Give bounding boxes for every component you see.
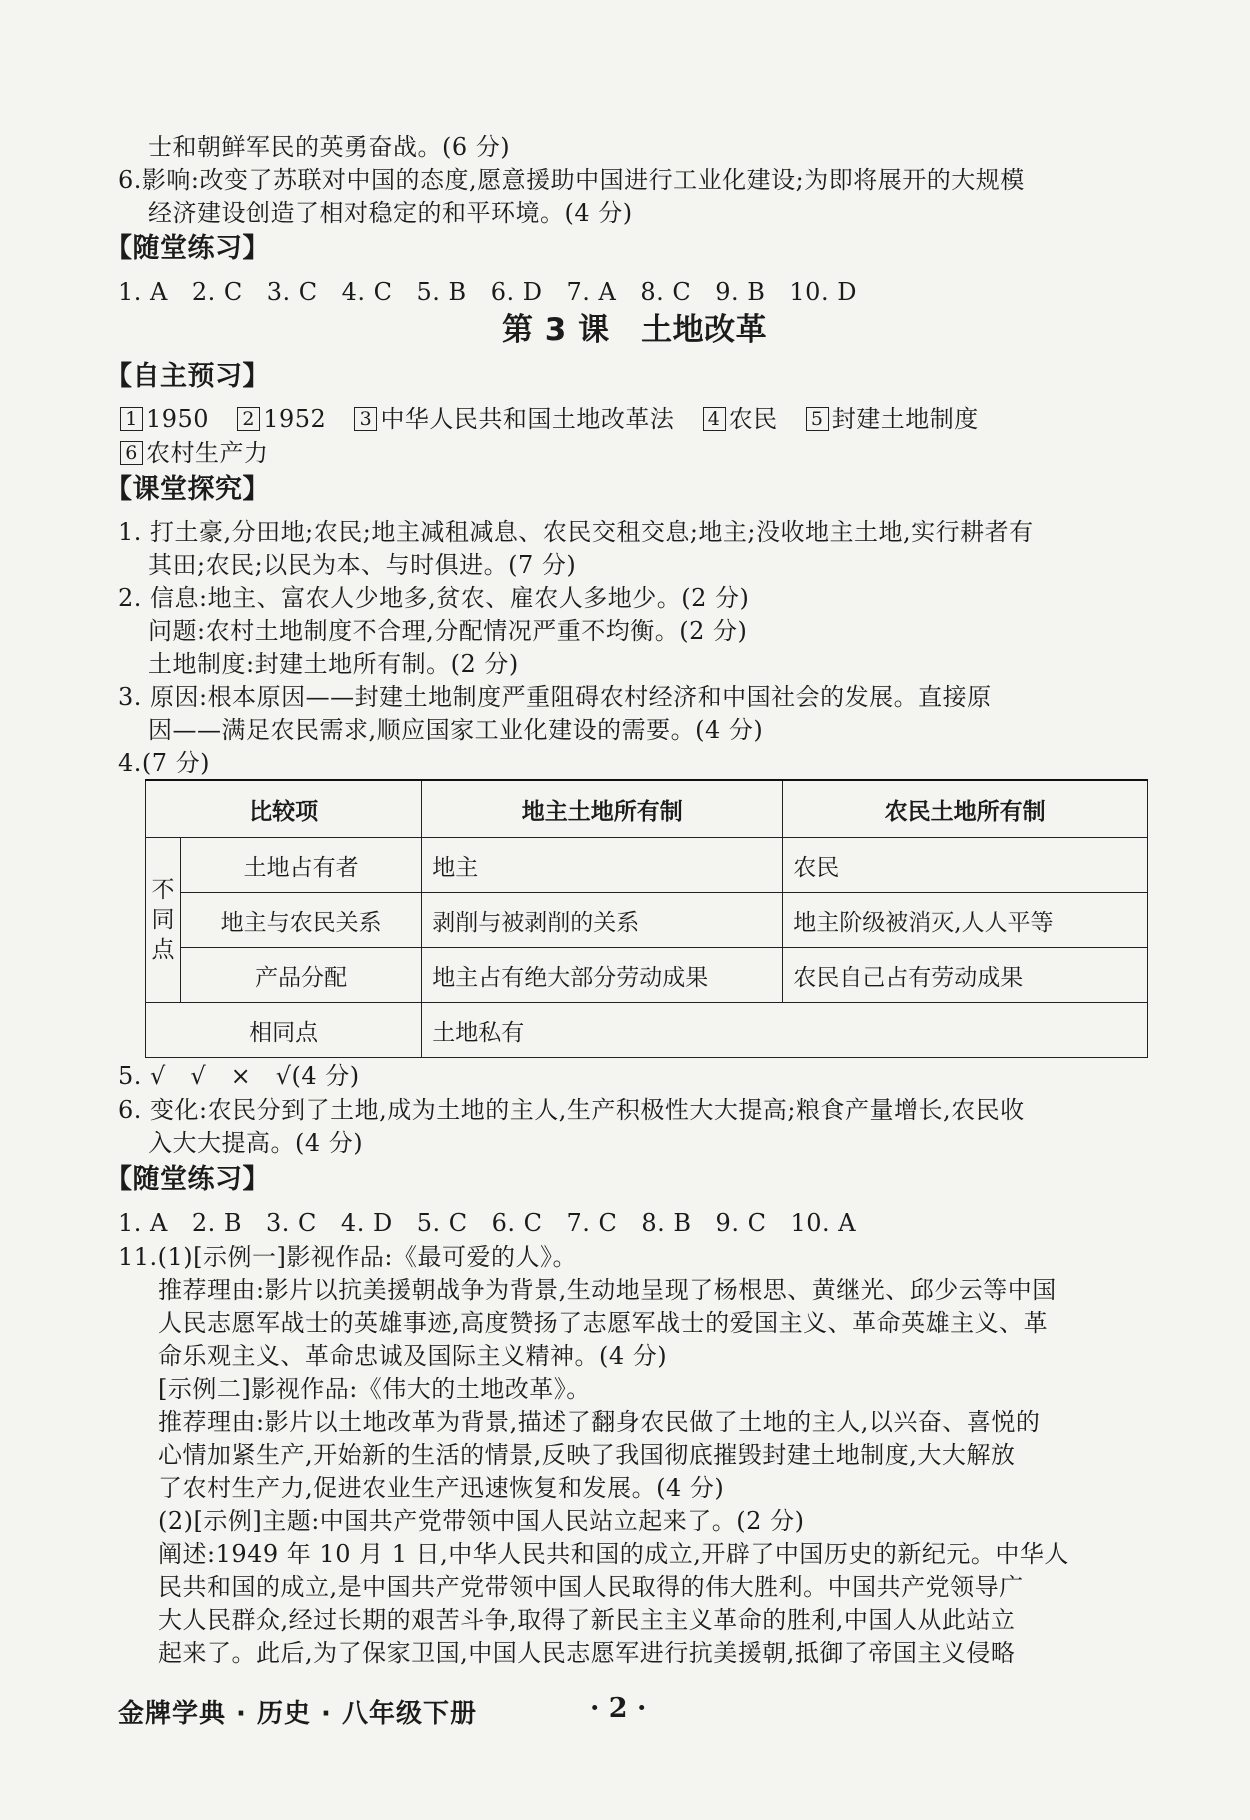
table-cell: 地主占有绝大部分劳动成果: [422, 948, 783, 1003]
answer-item: 9. C: [715, 1209, 767, 1237]
answer-item: 3. C: [266, 278, 318, 306]
table-cell: 地主: [422, 838, 783, 893]
number-box: 3: [354, 407, 377, 431]
number-box: 4: [703, 407, 726, 431]
table-header: 农民土地所有制: [783, 780, 1148, 838]
answer-11-line-6: 推荐理由:影片以土地改革为背景,描述了翻身农民做了土地的主人,以兴奋、喜悦的: [158, 1408, 1041, 1436]
table-row: [146, 948, 1148, 1003]
table-cell: 产品分配: [181, 948, 422, 1003]
preview-items-row-2: [120, 436, 289, 470]
answer-11-line-12: 大人民群众,经过长期的艰苦斗争,取得了新民主主义革命的胜利,中国人从此站立: [158, 1606, 1016, 1634]
explore-1-line-1: 1. 打土豪,分田地;农民;地主减租减息、农民交租交息;地主;没收地主土地,实行耕者有: [118, 518, 1034, 546]
table-cell: 土地占有者: [181, 838, 422, 893]
section-heading-practice: 【随堂练习】: [105, 233, 270, 264]
preview-item: 2 1952: [237, 402, 326, 436]
answer-11-line-4: 命乐观主义、革命忠诚及国际主义精神。(4 分): [158, 1342, 668, 1370]
group-label-differences: 不同点: [146, 838, 181, 1003]
number-box: 2: [237, 407, 260, 431]
preview-item: 5 封建土地制度: [806, 402, 979, 436]
answer-item: 2. B: [191, 1209, 243, 1237]
answer-11-line-8: 了农村生产力,促进农业生产迅速恢复和发展。(4 分): [158, 1474, 725, 1502]
number-box: 6: [120, 441, 143, 465]
answer-11-line-9: (2)[示例]主题:中国共产党带领中国人民站立起来了。(2 分): [158, 1507, 805, 1535]
answer-item: 1. A: [118, 278, 168, 306]
answer-11-line-13: 起来了。此后,为了保家卫国,中国人民志愿军进行抗美援朝,抵御了帝国主义侵略: [158, 1639, 1016, 1667]
preview-item: 3 中华人民共和国土地改革法: [354, 402, 674, 436]
answer-6-line-1: 6.影响:改变了苏联对中国的态度,愿意援助中国进行工业化建设;为即将展开的大规模: [118, 166, 1025, 194]
explore-6-line-1: 6. 变化:农民分到了土地,成为土地的主人,生产积极性大大提高;粮食产量增长,农民收: [118, 1096, 1025, 1124]
answer-item: 9. B: [715, 278, 766, 306]
explore-2-line-1: 2. 信息:地主、富农人少地多,贫农、雇农人多地少。(2 分): [118, 584, 750, 612]
answer-item: 5. B: [416, 278, 467, 306]
table-cell: 剥削与被剥削的关系: [422, 893, 783, 948]
page-number: · 2 ·: [590, 1693, 647, 1724]
section-heading-preview: 【自主预习】: [105, 361, 270, 392]
lesson-title: 第 3 课 土地改革: [502, 312, 768, 348]
answer-11-line-3: 人民志愿军战士的英雄事迹,高度赞扬了志愿军战士的爱国主义、革命英雄主义、革: [158, 1309, 1049, 1337]
table-row: [146, 838, 1148, 893]
preview-item: 6 农村生产力: [120, 436, 269, 470]
answer-11-line-10: 阐述:1949 年 10 月 1 日,中华人民共和国的成立,开辟了中国历史的新纪元。中华人: [158, 1540, 1069, 1568]
answer-item: 10. D: [789, 278, 857, 306]
explore-1-line-2: 其田;农民;以民为本、与时俱进。(7 分): [148, 551, 577, 579]
explore-4-label: 4.(7 分): [118, 749, 211, 777]
explore-2-line-2: 问题:农村土地制度不合理,分配情况严重不均衡。(2 分): [148, 617, 748, 645]
section-heading-practice-2: 【随堂练习】: [105, 1164, 270, 1195]
answer-item: 10. A: [790, 1209, 857, 1237]
answer-11-line-1: 11.(1)[示例一]影视作品:《最可爱的人》。: [118, 1243, 577, 1271]
book-title-footer: 金牌学典 · 历史 · 八年级下册: [118, 1699, 477, 1729]
preview-item: 4 农民: [703, 402, 778, 436]
answer-item: 8. B: [641, 1209, 692, 1237]
explore-3-line-2: 因——满足农民需求,顺应国家工业化建设的需要。(4 分): [148, 716, 764, 744]
answer-item: 6. D: [490, 278, 543, 306]
preview-item: 1 1950: [120, 402, 209, 436]
answer-11-line-7: 心情加紧生产,开始新的生活的情景,反映了我国彻底摧毁封建土地制度,大大解放: [158, 1441, 1016, 1469]
comparison-table: [145, 779, 1148, 1058]
table-header: 地主土地所有制: [422, 780, 783, 838]
answer-item: 7. A: [566, 278, 617, 306]
explore-3-line-1: 3. 原因:根本原因——封建土地制度严重阻碍农村经济和中国社会的发展。直接原: [118, 683, 992, 711]
answer-6-line-2: 经济建设创造了相对稳定的和平环境。(4 分): [148, 199, 633, 227]
answer-item: 8. C: [640, 278, 692, 306]
explore-2-line-3: 土地制度:封建土地所有制。(2 分): [148, 650, 519, 678]
number-box: 5: [806, 407, 829, 431]
preview-items-row-1: [120, 402, 999, 436]
table-cell: 土地私有: [422, 1003, 1148, 1058]
answer-item: 6. C: [491, 1209, 543, 1237]
answer-item: 2. C: [191, 278, 243, 306]
answer-item: 3. C: [266, 1209, 317, 1237]
answer-11-line-5: [示例二]影视作品:《伟大的土地改革》。: [158, 1375, 591, 1403]
table-header: 比较项: [146, 780, 422, 838]
table-row: [146, 1003, 1148, 1058]
table-header-row: [146, 780, 1148, 838]
answer-11-line-2: 推荐理由:影片以抗美援朝战争为背景,生动地呈现了杨根思、黄继光、邱少云等中国: [158, 1276, 1057, 1304]
answer-item: 4. C: [341, 278, 393, 306]
answer-11-line-11: 民共和国的成立,是中国共产党带领中国人民取得的伟大胜利。中国共产党领导广: [158, 1573, 1024, 1601]
previous-answer-continuation: 士和朝鲜军民的英勇奋战。(6 分): [148, 133, 511, 161]
answer-item: 5. C: [416, 1209, 468, 1237]
explore-5: 5. √ √ × √(4 分): [118, 1062, 360, 1090]
table-cell: 地主与农民关系: [181, 893, 422, 948]
table-cell: 农民: [783, 838, 1148, 893]
practice-answers-1: [118, 275, 881, 309]
practice-answers-2: [118, 1206, 880, 1240]
table-cell: 地主阶级被消灭,人人平等: [783, 893, 1148, 948]
number-box: 1: [120, 407, 143, 431]
explore-6-line-2: 入大大提高。(4 分): [148, 1129, 364, 1157]
table-cell: 农民自己占有劳动成果: [783, 948, 1148, 1003]
section-heading-explore: 【课堂探究】: [105, 474, 270, 505]
answer-item: 4. D: [340, 1209, 393, 1237]
table-cell: 相同点: [146, 1003, 422, 1058]
table-row: [146, 893, 1148, 948]
answer-item: 1. A: [118, 1209, 168, 1237]
answer-item: 7. C: [566, 1209, 618, 1237]
